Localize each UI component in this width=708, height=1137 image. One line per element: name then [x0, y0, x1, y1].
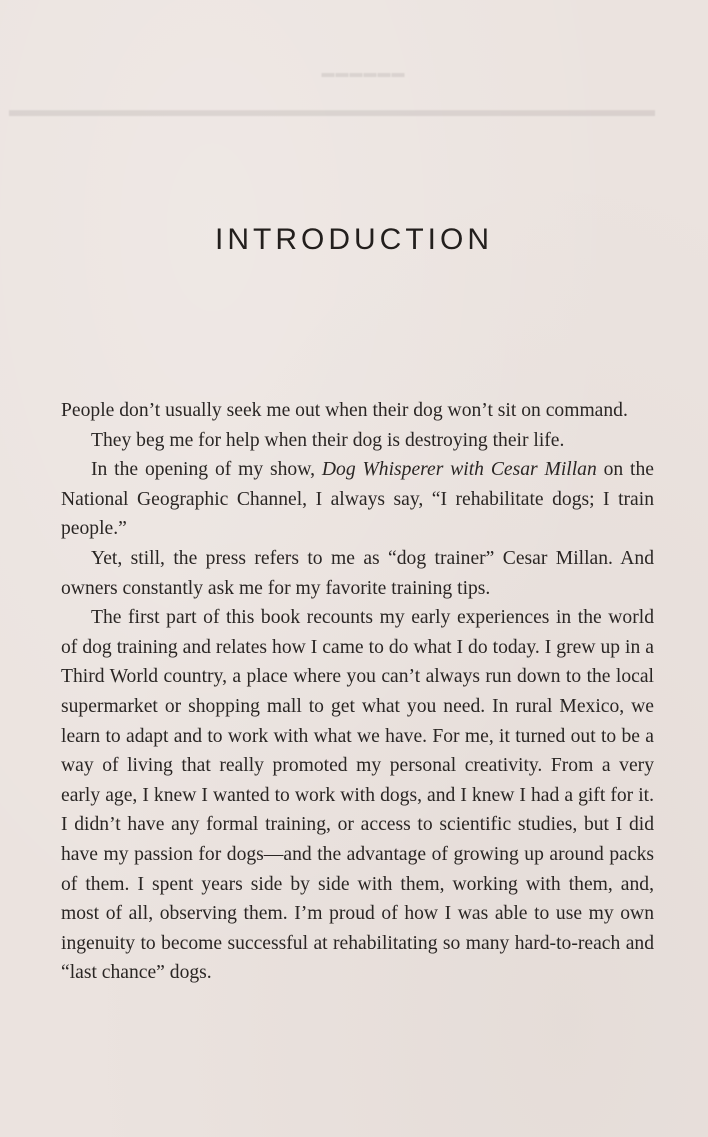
paragraph-text: In the opening of my show, — [91, 459, 322, 481]
paragraph-text: Yet, still, the press refers to me as “dog trainer” Cesar Millan. And owners constantly ask me for my favorite training tips. — [61, 547, 654, 599]
paragraph-text: The first part of this book recounts my early experiences in the world of dog training and relates how I came to do what I do today. I grew up in a Third World country, a place where you can’t always run down to the local supermarket or shopping mall to get what you need. In rural Mexico, we learn to adapt and to work with what we have. For me, it turned out to be a way of living that really promoted my personal creativity. From a very early age, I knew I wanted to work with dogs, and I knew I had a gift for it. I didn’t have any formal training, or access to scientific studies, but I did have my passion for dogs—and the advantage of growing up around packs of them. I spent years side by side with them, working with them, and, most of all, observing them. I’m proud of how I was able to use my own ingenuity to become successful at rehabilitating so many hard-to-reach and “last chance” dogs. — [61, 607, 654, 984]
chapter-title: INTRODUCTION — [215, 223, 493, 257]
paragraph-text: on the National Geographic Channel, I always say, “I rehabilitate dogs; I train people.” — [61, 459, 654, 540]
paragraph — [61, 544, 654, 603]
paragraph — [61, 603, 654, 988]
paragraph-text: They beg me for help when their dog is destroying their life. — [91, 429, 565, 451]
reverse-page-show-through: ▬▬▬▬▬▬ ▬▬▬▬▬▬▬▬▬▬▬▬▬▬▬▬▬▬▬▬▬▬▬▬▬▬▬▬▬▬▬▬▬▬ — [9, 65, 655, 121]
paragraph — [61, 396, 654, 426]
body-text — [61, 396, 654, 988]
paragraph-text: People don’t usually seek me out when their dog won’t sit on command. — [61, 400, 628, 421]
paragraph — [61, 455, 654, 544]
italic-title-text: Dog Whisperer with Cesar Millan — [321, 459, 597, 481]
paragraph — [61, 426, 654, 456]
